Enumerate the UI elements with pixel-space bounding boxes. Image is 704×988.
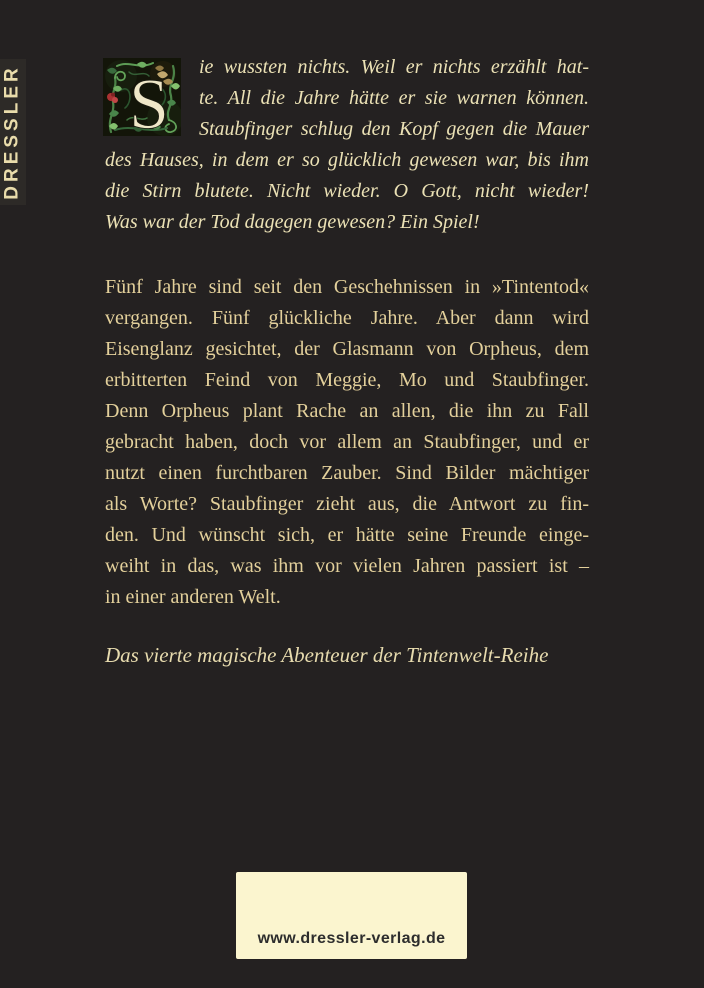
text-line: vergangen. Fünf glückliche Jahre. Aber dann wird — [105, 307, 589, 329]
publisher-url: www.dressler-verlag.de — [257, 930, 446, 947]
text-line: den. Und wünscht sich, er hätte seine Freunde einge- — [105, 524, 589, 546]
publisher-name: DRESSLER — [2, 64, 23, 200]
text-line: gebracht haben, doch vor allem an Staubfinger, und er — [105, 431, 589, 453]
blurb-paragraph — [105, 272, 589, 613]
text-line: Was war der Tod dagegen gewesen? Ein Spiel! — [105, 211, 480, 233]
dropcap-letter: S — [128, 64, 170, 136]
text-line: te. All die Jahre hätte er sie warnen können. — [199, 87, 589, 109]
text-line: Denn Orpheus plant Rache an allen, die ihn zu Fall — [105, 400, 589, 422]
text-line: weiht in das, was ihm vor vielen Jahren passiert ist – — [105, 555, 589, 577]
text-line: nutzt einen furchtbaren Zauber. Sind Bilder mächtiger — [105, 462, 589, 484]
publisher-url-box — [236, 872, 467, 959]
text-line: Eisenglanz gesichtet, der Glasmann von Orpheus, dem — [105, 338, 589, 360]
publisher-spine-label — [0, 59, 26, 205]
text-line: erbitterten Feind von Meggie, Mo und Staubfinger. — [105, 369, 589, 391]
text-line: Staubfinger schlug den Kopf gegen die Mauer — [199, 118, 589, 140]
text-line: ie wussten nichts. Weil er nichts erzählt hat- — [199, 56, 589, 78]
text-line: in einer anderen Welt. — [105, 586, 281, 608]
text-line: als Worte? Staubfinger zieht aus, die Antwort zu fin- — [105, 493, 589, 515]
text-line: die Stirn blutete. Nicht wieder. O Gott, nicht wieder! — [105, 180, 589, 202]
quote-paragraph — [105, 52, 589, 238]
text-line: des Hauses, in dem er so glücklich gewesen war, bis ihm — [105, 149, 589, 171]
series-tagline: Das vierte magische Abenteuer der Tintenwelt-Reihe — [105, 643, 549, 667]
text-line: Fünf Jahre sind seit den Geschehnissen in »Tintentod« — [105, 276, 589, 298]
